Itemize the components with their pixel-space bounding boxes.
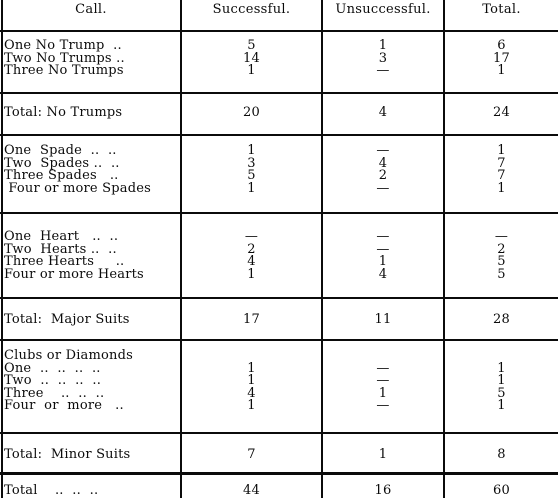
total-subtotal: 28 xyxy=(493,312,510,327)
header-call: Call. xyxy=(75,2,107,17)
unsuccessful-subtotal: 4 xyxy=(378,105,388,120)
call-labels: One Heart .. .. Two Hearts .. .. Three Hearts .. Four or more Hearts xyxy=(4,229,144,282)
unsuccessful-grand-total: 16 xyxy=(374,483,392,498)
total-subtotal: 8 xyxy=(497,447,506,462)
header-successful: Successful. xyxy=(212,2,291,17)
row-rule xyxy=(0,339,558,341)
total-subtotal: 24 xyxy=(493,105,510,120)
unsuccessful-values: — — 1 4 xyxy=(376,229,390,282)
successful-values: 5 14 1 xyxy=(243,38,260,78)
grand-total-label: Total .. .. .. xyxy=(4,483,99,498)
subtotal-label: Total: Minor Suits xyxy=(4,447,131,462)
successful-subtotal: 17 xyxy=(243,312,260,327)
successful-subtotal: 20 xyxy=(243,105,260,120)
subtotal-label: Total: No Trumps xyxy=(4,105,123,120)
successful-values: 1 3 5 1 xyxy=(247,143,256,196)
row-rule xyxy=(0,134,558,136)
row-rule xyxy=(0,432,558,434)
total-grand-total: 60 xyxy=(493,483,510,498)
header-rule xyxy=(0,30,558,32)
call-labels: Clubs or Diamonds One .. .. .. .. Two .. .. .. .. Three .. .. .. Four or more .. xyxy=(4,348,134,413)
call-labels: One Spade .. .. Two Spades .. .. Three Spades .. Four or more Spades xyxy=(4,143,152,196)
header-unsuccessful: Unsuccessful. xyxy=(335,2,431,17)
unsuccessful-subtotal: 11 xyxy=(374,312,392,327)
subtotal-label: Total: Major Suits xyxy=(4,312,130,327)
successful-grand-total: 44 xyxy=(243,483,260,498)
left-border xyxy=(1,0,3,498)
successful-values: 1 1 4 1 xyxy=(247,360,256,413)
unsuccessful-subtotal: 1 xyxy=(378,447,388,462)
call-labels: One No Trump .. Two No Trumps .. Three No Trumps xyxy=(4,38,125,78)
unsuccessful-values: — — 1 — xyxy=(376,360,390,413)
total-rule xyxy=(0,472,558,475)
total-values: 1 7 7 1 xyxy=(497,143,506,196)
row-rule xyxy=(0,92,558,94)
total-values: 1 1 5 1 xyxy=(497,360,506,413)
successful-subtotal: 7 xyxy=(247,447,256,462)
header-total: Total. xyxy=(482,2,521,17)
total-values: 6 17 1 xyxy=(493,38,510,78)
row-rule xyxy=(0,212,558,214)
row-rule xyxy=(0,297,558,299)
unsuccessful-values: 1 3 — xyxy=(376,38,390,78)
successful-values: — 2 4 1 xyxy=(244,229,259,282)
total-values: — 2 5 5 xyxy=(494,229,509,282)
unsuccessful-values: — 4 2 — xyxy=(376,143,390,196)
